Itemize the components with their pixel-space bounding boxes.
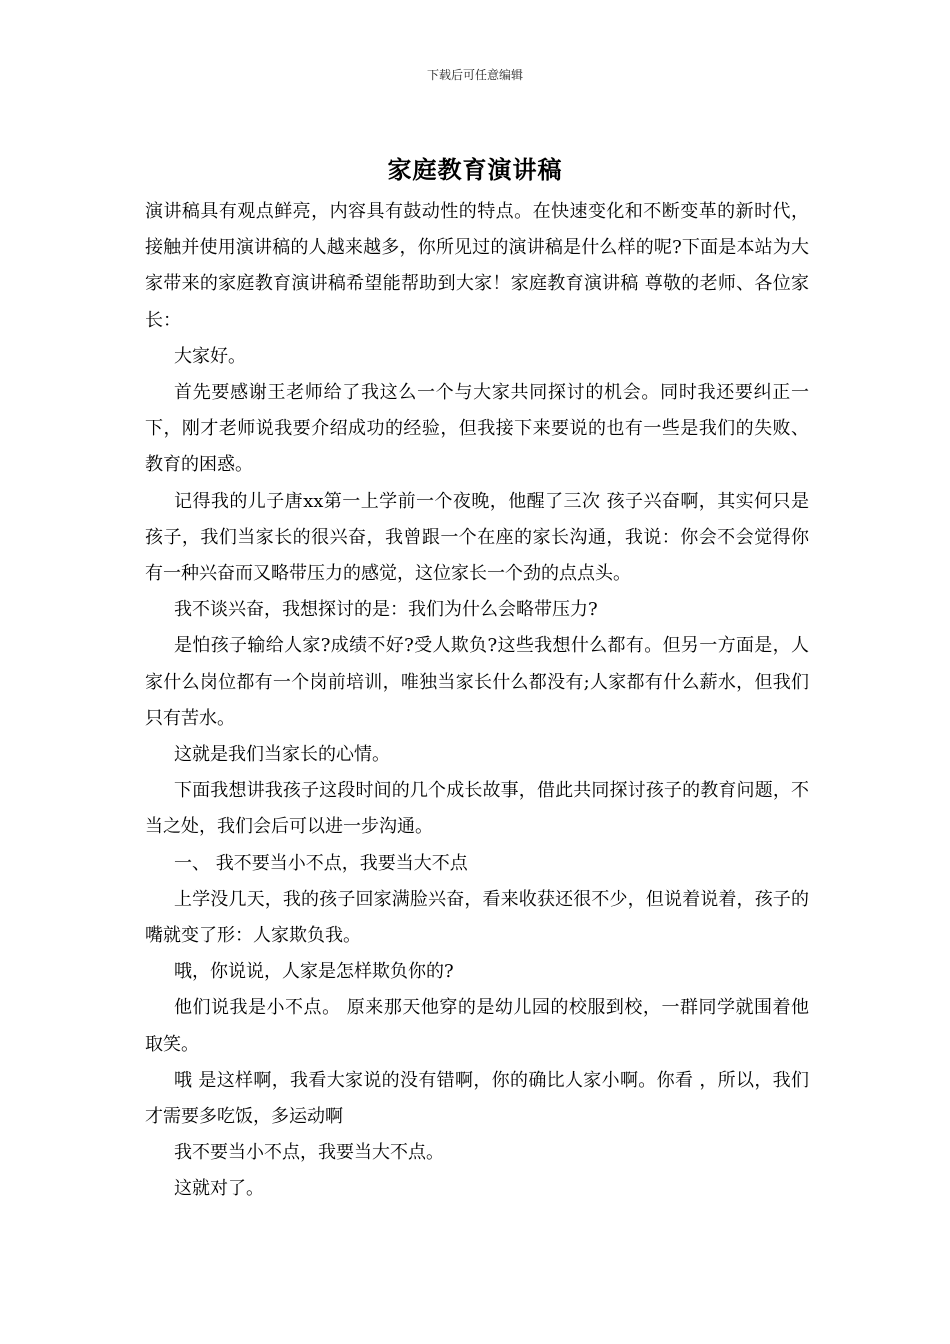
paragraph: 上学没几天，我的孩子回家满脸兴奋，看来收获还很不少，但说着说着，孩子的嘴就变了形：人家欺负我。 xyxy=(145,888,809,947)
paragraph: 哦 是这样啊，我看大家说的没有错啊，你的确比人家小啊。你看 ，所以，我们才需要多吃饭，多运动啊 xyxy=(145,1069,809,1128)
section-heading: 一、 我不要当小不点，我要当大不点 xyxy=(174,852,468,874)
paragraph: 这就对了。 xyxy=(174,1178,264,1200)
paragraph: 大家好。 xyxy=(174,345,246,367)
paragraph: 是怕孩子输给人家?成绩不好?受人欺负?这些我想什么都有。但另一方面是，人家什么岗位都有一个岗前培训，唯独当家长什么都没有;人家都有什么薪水，但我们只有苦水。 xyxy=(145,635,809,729)
paragraph: 演讲稿具有观点鲜亮，内容具有鼓动性的特点。在快速变化和不断变革的新时代，接触并使用演讲稿的人越来越多，你所见过的演讲稿是什么样的呢?下面是本站为大家带来的家庭教育演讲稿希望能帮助到大家！家庭教育演讲稿 尊敬的老师、各位家长： xyxy=(145,201,809,331)
document-body xyxy=(145,194,809,1208)
document-title: 家庭教育演讲稿 xyxy=(387,155,563,184)
page-header: 下载后可任意编辑 xyxy=(426,68,523,82)
paragraph: 他们说我是小不点。 原来那天他穿的是幼儿园的校服到校，一群同学就围着他取笑。 xyxy=(145,997,809,1055)
paragraph: 我不要当小不点，我要当大不点。 xyxy=(174,1142,444,1164)
paragraph: 哦，你说说，人家是怎样欺负你的? xyxy=(174,961,454,983)
paragraph: 我不谈兴奋，我想探讨的是：我们为什么会略带压力? xyxy=(174,599,598,621)
paragraph: 首先要感谢王老师给了我这么一个与大家共同探讨的机会。同时我还要纠正一下，刚才老师说我要介绍成功的经验，但我接下来要说的也有一些是我们的失败、教育的困惑。 xyxy=(145,382,809,476)
paragraph: 这就是我们当家长的心情。 xyxy=(174,744,390,766)
paragraph: 记得我的儿子唐xx第一上学前一个夜晚，他醒了三次 孩子兴奋啊，其实何只是孩子，我们当家长的很兴奋，我曾跟一个在座的家长沟通，我说：你会不会觉得你有一种兴奋而又略带压力的感觉，这位家长一个劲的点点头。 xyxy=(145,490,809,585)
paragraph: 下面我想讲我孩子这段时间的几个成长故事，借此共同探讨孩子的教育问题，不当之处，我们会后可以进一步沟通。 xyxy=(145,780,809,838)
